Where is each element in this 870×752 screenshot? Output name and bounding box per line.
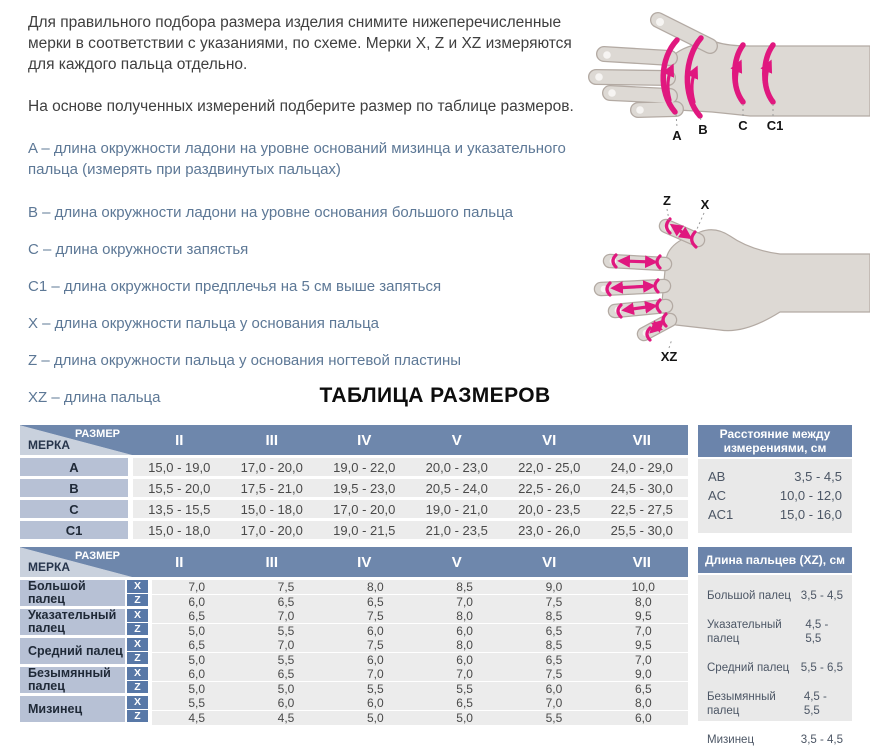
table1-header — [20, 425, 688, 455]
sub-measure-label-x: X — [127, 696, 148, 709]
finger-size-value: 6,5 — [634, 682, 652, 696]
table-row — [20, 458, 688, 476]
table1-rows — [20, 458, 688, 539]
intro-text-block — [28, 12, 576, 424]
panel-row-label: AC1 — [708, 507, 734, 522]
size-range-value: 19,5 - 23,0 — [333, 480, 396, 496]
sub-measure-row — [152, 638, 688, 652]
finger-size-value: 7,0 — [277, 638, 295, 652]
finger-size-value: 7,5 — [277, 580, 295, 594]
table2-corner-cell — [20, 547, 133, 577]
diagram2-label-z: Z — [663, 193, 671, 208]
finger-size-value: 5,0 — [456, 711, 473, 725]
sub-measure-row — [152, 624, 688, 638]
panel-row — [707, 733, 843, 747]
finger-size-value: 6,0 — [366, 624, 384, 638]
finger-size-value: 8,5 — [545, 609, 563, 623]
finger-size-value: 6,5 — [366, 595, 384, 609]
table2-header — [20, 547, 688, 577]
panel-row — [707, 690, 843, 718]
size-range-value: 22,0 - 25,0 — [518, 459, 581, 475]
finger-size-value: 6,0 — [634, 711, 652, 725]
panel-row-label: Безымянный палец — [707, 691, 776, 717]
finger-length-panel — [698, 547, 852, 746]
panel-row-label: Мизинец — [707, 734, 755, 746]
finger-size-value: 6,5 — [545, 653, 563, 667]
finger-size-value: 6,0 — [456, 624, 473, 638]
corner-size-label: РАЗМЕР — [74, 428, 120, 440]
finger-size-value: 6,0 — [366, 696, 384, 710]
diagram1-label-c1: C1 — [766, 118, 784, 133]
intro-paragraph-1: Для правильного подбора размера изделия снимите нижеперечисленные мерки в соответствии с указаниями, по схеме. Мерки X, Z и XZ измеряются для каждого пальца отдельно. — [28, 14, 572, 73]
finger-name-label: Указательный палец — [20, 609, 125, 635]
measure-row-label: C — [20, 500, 128, 518]
finger-size-value: 7,5 — [545, 595, 563, 609]
size-range-value: 22,5 - 27,5 — [610, 501, 673, 517]
finger-size-value: 8,0 — [634, 595, 652, 609]
size-table-circumference — [20, 425, 688, 539]
panel-row — [707, 661, 843, 675]
sub-measure-row — [152, 682, 688, 696]
panel-row-value: 3,5 - 4,5 — [800, 590, 843, 602]
definition-item-4: X – длина окружности пальца у основания пальца — [28, 315, 380, 332]
sub-measure-row — [152, 667, 688, 681]
finger-name-label: Средний палец — [20, 638, 125, 664]
finger-size-value: 8,0 — [634, 696, 652, 710]
table-row — [20, 500, 688, 518]
finger-size-value: 8,0 — [456, 638, 473, 652]
measure-definitions-list — [28, 138, 576, 408]
finger-row-values — [152, 638, 688, 667]
hand-finger-diagram — [580, 162, 870, 372]
finger-size-value: 7,0 — [456, 595, 473, 609]
sub-measure-row — [152, 653, 688, 667]
panel-row-value: 10,0 - 12,0 — [779, 488, 842, 503]
corner-measure-label: МЕРКА — [28, 560, 70, 574]
sub-measure-row — [152, 609, 688, 623]
size-column-header: VII — [632, 431, 651, 449]
definition-item-5: Z – длина окружности пальца у основания ногтевой пластины — [28, 352, 462, 369]
finger-row-group — [20, 696, 688, 725]
finger-size-value: 7,0 — [277, 609, 295, 623]
finger-row-values — [152, 609, 688, 638]
xz-label-column — [127, 580, 148, 606]
finger-name-label: Мизинец — [20, 696, 125, 722]
finger-length-panel-body — [698, 575, 852, 746]
finger-size-value: 8,5 — [545, 638, 563, 652]
xz-label-column — [127, 638, 148, 664]
measure-row-label: A — [20, 458, 128, 476]
size-range-value: 19,0 - 21,0 — [425, 501, 488, 517]
panel-row-label: Средний палец — [707, 662, 790, 674]
finger-row-group — [20, 608, 688, 638]
finger-size-value: 7,0 — [634, 624, 652, 638]
finger-row-group — [20, 579, 688, 609]
finger-size-value: 7,5 — [545, 667, 563, 681]
finger-size-value: 7,0 — [456, 667, 473, 681]
sub-measure-row — [152, 711, 688, 725]
size-range-value: 15,5 - 20,0 — [148, 480, 211, 496]
panel-row-value: 5,5 - 6,5 — [800, 662, 843, 674]
definition-item-1: B – длина окружности ладони на уровне основания большого пальца — [28, 204, 514, 221]
finger-size-value: 9,5 — [634, 638, 652, 652]
finger-row-values — [152, 696, 688, 725]
intro-paragraph-2: На основе полученных измерений подберите размер по таблице размеров. — [28, 98, 574, 115]
size-range-value: 24,5 - 30,0 — [610, 480, 673, 496]
finger-size-value: 4,5 — [188, 711, 205, 725]
finger-size-value: 4,5 — [277, 711, 295, 725]
panel-row — [708, 467, 842, 486]
xz-label-column — [127, 696, 148, 722]
finger-size-value: 6,0 — [188, 667, 205, 681]
size-column-header: V — [451, 431, 462, 449]
table1-corner-cell — [20, 425, 133, 455]
finger-row-values — [152, 667, 688, 696]
xz-label-column — [127, 609, 148, 635]
size-column-header: VII — [632, 553, 651, 571]
table2-groups — [20, 579, 688, 725]
distance-panel-body — [698, 459, 852, 533]
size-range-value: 17,0 - 20,0 — [240, 459, 303, 475]
size-column-header: VI — [542, 553, 557, 571]
finger-size-value: 6,0 — [366, 653, 384, 667]
panel-row — [707, 618, 843, 646]
size-range-value: 20,0 - 23,5 — [518, 501, 581, 517]
finger-size-value: 7,0 — [188, 580, 205, 594]
measure-row-values — [133, 521, 688, 539]
size-column-header: III — [265, 553, 278, 571]
size-table-fingers — [20, 547, 688, 725]
corner-size-label: РАЗМЕР — [74, 550, 120, 562]
distance-panel — [698, 425, 852, 533]
panel-row-value: 3,5 - 4,5 — [794, 469, 842, 484]
finger-length-panel-title: Длина пальцев (XZ), см — [698, 547, 852, 573]
size-column-header: IV — [357, 553, 372, 571]
finger-size-value: 6,0 — [545, 682, 563, 696]
finger-name-label: Безымянный палец — [20, 667, 125, 693]
panel-row-label: AC — [708, 488, 727, 503]
finger-size-value: 6,5 — [188, 609, 205, 623]
finger-size-value: 7,5 — [366, 609, 384, 623]
finger-size-value: 9,0 — [634, 667, 652, 681]
finger-size-value: 6,0 — [456, 653, 473, 667]
size-range-value: 19,0 - 21,5 — [333, 522, 396, 538]
size-column-header: IV — [357, 431, 372, 449]
sub-measure-label-z: Z — [127, 710, 148, 723]
finger-size-value: 5,0 — [188, 682, 205, 696]
sub-measure-label-z: Z — [127, 594, 148, 607]
finger-size-value: 7,0 — [634, 653, 652, 667]
diagram2-label-xz: XZ — [660, 349, 678, 364]
finger-size-value: 6,5 — [545, 624, 563, 638]
panel-row — [708, 486, 842, 505]
panel-row-value: 4,5 - 5,5 — [803, 691, 827, 717]
sub-measure-row — [152, 595, 688, 609]
finger-size-value: 5,5 — [456, 682, 473, 696]
size-column-header: II — [175, 431, 184, 449]
finger-row-values — [152, 580, 688, 609]
size-range-value: 13,5 - 15,5 — [148, 501, 211, 517]
panel-row-value: 4,5 - 5,5 — [805, 619, 829, 645]
measure-row-values — [133, 458, 688, 476]
table1-size-columns — [133, 425, 688, 455]
finger-size-value: 5,0 — [277, 682, 295, 696]
hand-circumference-diagram — [580, 0, 870, 165]
finger-size-value: 7,0 — [545, 696, 563, 710]
measure-row-label: C1 — [20, 521, 128, 539]
size-range-value: 17,0 - 20,0 — [240, 522, 303, 538]
finger-size-value: 9,0 — [545, 580, 563, 594]
finger-size-value: 5,5 — [277, 653, 295, 667]
finger-size-value: 6,5 — [456, 696, 473, 710]
sub-measure-row — [152, 696, 688, 710]
finger-size-value: 5,5 — [188, 696, 205, 710]
size-range-value: 21,0 - 23,5 — [425, 522, 488, 538]
panel-row-value: 15,0 - 16,0 — [779, 507, 842, 522]
panel-row-label: AB — [708, 469, 726, 484]
measure-row-label: B — [20, 479, 128, 497]
size-range-value: 17,0 - 20,0 — [333, 501, 396, 517]
finger-size-value: 6,0 — [277, 696, 295, 710]
corner-measure-label: МЕРКА — [28, 438, 70, 452]
sub-measure-label-z: Z — [127, 623, 148, 636]
measure-row-values — [133, 500, 688, 518]
panel-row-value: 3,5 - 4,5 — [800, 734, 843, 746]
finger-size-value: 8,0 — [366, 580, 384, 594]
sub-measure-label-x: X — [127, 609, 148, 622]
sub-measure-label-z: Z — [127, 652, 148, 665]
table-row — [20, 479, 688, 497]
finger-size-value: 5,5 — [545, 711, 563, 725]
finger-size-value: 5,0 — [366, 711, 384, 725]
panel-row-label: Большой палец — [707, 590, 791, 602]
sub-measure-label-z: Z — [127, 681, 148, 694]
finger-size-value: 6,0 — [188, 595, 205, 609]
finger-row-group — [20, 638, 688, 667]
definition-item-0: A – длина окружности ладони на уровне оснований мизинца и указательного пальца (измерять при раздвинутых пальцах) — [28, 140, 566, 178]
finger-size-value: 5,5 — [366, 682, 384, 696]
sub-measure-row — [152, 580, 688, 594]
finger-size-value: 8,0 — [456, 609, 473, 623]
panel-row — [707, 589, 843, 603]
finger-size-value: 6,5 — [277, 595, 295, 609]
diagram1-label-c: C — [738, 118, 748, 133]
hand-silhouette-icon — [601, 224, 870, 336]
size-column-header: V — [451, 553, 462, 571]
finger-size-value: 7,5 — [366, 638, 384, 652]
size-range-value: 20,5 - 24,0 — [425, 480, 488, 496]
table2-size-columns — [133, 547, 688, 577]
definition-item-6: XZ – длина пальца — [28, 389, 161, 406]
finger-size-value: 8,5 — [456, 580, 473, 594]
distance-panel-title: Расстояние между измерениями, см — [698, 425, 852, 457]
xz-label-column — [127, 667, 148, 693]
finger-size-value: 5,0 — [188, 653, 205, 667]
panel-row-label: Указательный палец — [707, 619, 782, 645]
diagram1-label-b: B — [698, 122, 708, 137]
table-row — [20, 521, 688, 539]
definition-item-2: C – длина окружности запястья — [28, 241, 249, 258]
size-column-header: II — [175, 553, 184, 571]
measure-row-values — [133, 479, 688, 497]
finger-row-group — [20, 666, 688, 696]
finger-size-value: 9,5 — [634, 609, 652, 623]
sub-measure-label-x: X — [127, 638, 148, 651]
finger-size-value: 7,0 — [366, 667, 384, 681]
panel-row — [708, 505, 842, 524]
finger-size-value: 6,5 — [188, 638, 205, 652]
finger-name-label: Большой палец — [20, 580, 125, 606]
finger-size-value: 5,0 — [188, 624, 205, 638]
size-range-value: 15,0 - 18,0 — [240, 501, 303, 517]
size-range-value: 17,5 - 21,0 — [240, 480, 303, 496]
diagram2-label-x: X — [700, 197, 710, 212]
finger-size-value: 6,5 — [277, 667, 295, 681]
size-range-value: 15,0 - 19,0 — [148, 459, 211, 475]
diagram1-label-a: A — [672, 128, 682, 143]
size-table-title: ТАБЛИЦА РАЗМЕРОВ — [319, 384, 551, 407]
size-column-header: III — [265, 431, 278, 449]
finger-size-value: 10,0 — [631, 580, 655, 594]
size-range-value: 22,5 - 26,0 — [518, 480, 581, 496]
finger-size-value: 5,5 — [277, 624, 295, 638]
size-column-header: VI — [542, 431, 557, 449]
size-range-value: 19,0 - 22,0 — [333, 459, 396, 475]
size-range-value: 24,0 - 29,0 — [610, 459, 673, 475]
sub-measure-label-x: X — [127, 667, 148, 680]
size-range-value: 25,5 - 30,0 — [610, 522, 673, 538]
definition-item-3: C1 – длина окружности предплечья на 5 см выше запяться — [28, 278, 442, 295]
size-range-value: 15,0 - 18,0 — [148, 522, 211, 538]
sub-measure-label-x: X — [127, 580, 148, 593]
size-range-value: 23,0 - 26,0 — [518, 522, 581, 538]
size-range-value: 20,0 - 23,0 — [425, 459, 488, 475]
